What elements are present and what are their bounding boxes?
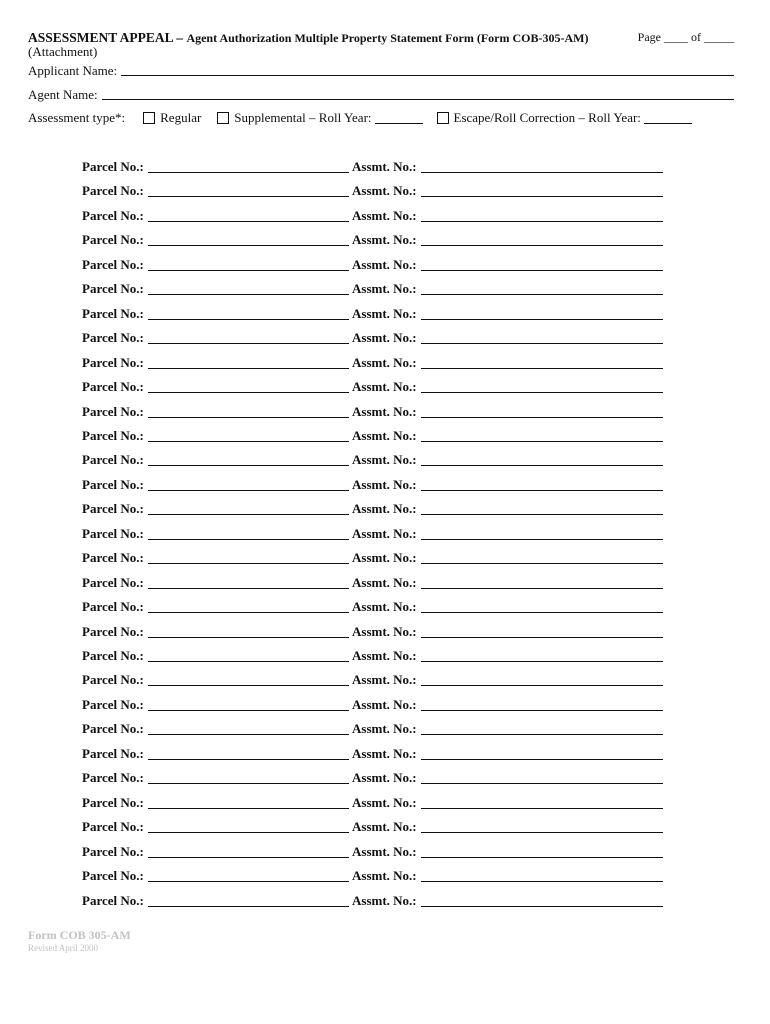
parcel-no-label: Parcel No.: xyxy=(82,721,144,737)
assmt-no-label: Assmt. No.: xyxy=(352,256,417,272)
assmt-no-input[interactable] xyxy=(421,832,663,833)
parcel-row xyxy=(82,328,664,348)
parcel-no-input[interactable] xyxy=(148,832,349,833)
parcel-no-input[interactable] xyxy=(148,196,349,197)
parcel-row xyxy=(82,475,664,495)
parcel-row xyxy=(82,181,664,201)
agent-name-input[interactable] xyxy=(102,99,734,100)
option-supplemental[interactable] xyxy=(217,110,422,126)
parcel-no-label: Parcel No.: xyxy=(82,794,144,810)
option-supplemental-label: Supplemental – Roll Year: xyxy=(234,110,372,125)
assessment-type-row xyxy=(28,110,692,126)
agent-name-label: Agent Name: xyxy=(28,87,98,102)
parcel-no-label: Parcel No.: xyxy=(82,525,144,541)
assmt-no-input[interactable] xyxy=(421,588,663,589)
parcel-no-input[interactable] xyxy=(148,539,349,540)
assmt-no-input[interactable] xyxy=(421,906,663,907)
assmt-no-input[interactable] xyxy=(421,465,663,466)
parcel-no-label: Parcel No.: xyxy=(82,574,144,590)
parcel-row xyxy=(82,206,664,226)
parcel-row xyxy=(82,768,664,788)
assmt-no-label: Assmt. No.: xyxy=(352,501,417,517)
parcel-row xyxy=(82,157,664,177)
parcel-row xyxy=(82,817,664,837)
parcel-no-input[interactable] xyxy=(148,612,349,613)
page-counter: Page ____ of _____ xyxy=(637,30,734,44)
assmt-no-input[interactable] xyxy=(421,808,663,809)
agent-name-field xyxy=(28,86,734,103)
assmt-no-label: Assmt. No.: xyxy=(352,574,417,590)
parcel-no-label: Parcel No.: xyxy=(82,599,144,615)
assmt-no-input[interactable] xyxy=(421,734,663,735)
parcel-row xyxy=(82,377,664,397)
option-regular[interactable] xyxy=(143,110,201,126)
option-regular-label: Regular xyxy=(160,110,202,125)
parcel-row xyxy=(82,548,664,568)
assmt-no-label: Assmt. No.: xyxy=(352,794,417,810)
parcel-no-label: Parcel No.: xyxy=(82,550,144,566)
assmt-no-input[interactable] xyxy=(421,661,663,662)
parcel-no-input[interactable] xyxy=(148,172,349,173)
form-title-sub: Agent Authorization Multiple Property Statement Form (Form COB-305-AM) xyxy=(186,31,589,45)
assmt-no-label: Assmt. No.: xyxy=(352,183,417,199)
assmt-no-label: Assmt. No.: xyxy=(352,672,417,688)
assmt-no-input[interactable] xyxy=(421,612,663,613)
parcel-no-label: Parcel No.: xyxy=(82,159,144,174)
assmt-no-label: Assmt. No.: xyxy=(352,843,417,859)
parcel-row xyxy=(82,450,664,470)
parcel-no-label: Parcel No.: xyxy=(82,256,144,272)
assmt-no-input[interactable] xyxy=(421,294,663,295)
parcel-no-input[interactable] xyxy=(148,294,349,295)
parcel-no-label: Parcel No.: xyxy=(82,427,144,443)
parcel-no-label: Parcel No.: xyxy=(82,379,144,395)
parcel-row xyxy=(82,499,664,519)
parcel-no-label: Parcel No.: xyxy=(82,403,144,419)
assmt-no-label: Assmt. No.: xyxy=(352,892,417,908)
assmt-no-input[interactable] xyxy=(421,881,663,882)
assmt-no-input[interactable] xyxy=(421,245,663,246)
assmt-no-input[interactable] xyxy=(421,637,663,638)
assmt-no-label: Assmt. No.: xyxy=(352,159,417,174)
parcel-row xyxy=(82,402,664,422)
parcel-no-label: Parcel No.: xyxy=(82,868,144,884)
parcel-no-input[interactable] xyxy=(148,881,349,882)
assmt-no-input[interactable] xyxy=(421,783,663,784)
regular-checkbox[interactable] xyxy=(143,112,155,124)
assmt-no-label: Assmt. No.: xyxy=(352,696,417,712)
parcel-no-input[interactable] xyxy=(148,563,349,564)
parcel-row xyxy=(82,866,664,886)
option-escape-roll-correction[interactable] xyxy=(437,110,692,126)
assmt-no-input[interactable] xyxy=(421,539,663,540)
supplemental-checkbox[interactable] xyxy=(217,112,229,124)
option-escape-label: Escape/Roll Correction – Roll Year: xyxy=(453,110,641,125)
parcel-no-label: Parcel No.: xyxy=(82,770,144,786)
parcel-row xyxy=(82,891,664,911)
assmt-no-label: Assmt. No.: xyxy=(352,403,417,419)
parcel-no-input[interactable] xyxy=(148,392,349,393)
assmt-no-input[interactable] xyxy=(421,490,663,491)
assmt-no-input[interactable] xyxy=(421,392,663,393)
parcel-no-label: Parcel No.: xyxy=(82,207,144,223)
assmt-no-label: Assmt. No.: xyxy=(352,599,417,615)
parcel-row xyxy=(82,670,664,690)
parcel-no-input[interactable] xyxy=(148,441,349,442)
parcel-row xyxy=(82,695,664,715)
applicant-name-label: Applicant Name: xyxy=(28,63,118,78)
parcel-no-label: Parcel No.: xyxy=(82,452,144,468)
parcel-no-label: Parcel No.: xyxy=(82,281,144,297)
parcel-row xyxy=(82,230,664,250)
parcel-no-input[interactable] xyxy=(148,368,349,369)
parcel-row xyxy=(82,353,664,373)
assmt-no-label: Assmt. No.: xyxy=(352,379,417,395)
parcel-no-label: Parcel No.: xyxy=(82,330,144,346)
assmt-no-label: Assmt. No.: xyxy=(352,550,417,566)
assmt-no-label: Assmt. No.: xyxy=(352,819,417,835)
parcel-no-input[interactable] xyxy=(148,710,349,711)
parcel-row xyxy=(82,597,664,617)
assmt-no-input[interactable] xyxy=(421,710,663,711)
parcel-no-input[interactable] xyxy=(148,245,349,246)
assmt-no-input[interactable] xyxy=(421,759,663,760)
parcel-no-input[interactable] xyxy=(148,783,349,784)
assmt-no-label: Assmt. No.: xyxy=(352,281,417,297)
footer-form-name: Form COB 305-AM xyxy=(28,928,131,942)
parcel-row xyxy=(82,573,664,593)
parcel-no-label: Parcel No.: xyxy=(82,183,144,199)
assmt-no-label: Assmt. No.: xyxy=(352,354,417,370)
escape-roll-year-input[interactable] xyxy=(644,112,692,124)
parcel-row xyxy=(82,304,664,324)
applicant-name-field xyxy=(28,62,734,79)
assmt-no-label: Assmt. No.: xyxy=(352,745,417,761)
assmt-no-label: Assmt. No.: xyxy=(352,305,417,321)
parcel-row xyxy=(82,719,664,739)
assmt-no-label: Assmt. No.: xyxy=(352,721,417,737)
assmt-no-label: Assmt. No.: xyxy=(352,476,417,492)
parcel-no-label: Parcel No.: xyxy=(82,745,144,761)
parcel-no-label: Parcel No.: xyxy=(82,648,144,663)
parcel-no-input[interactable] xyxy=(148,637,349,638)
assmt-no-label: Assmt. No.: xyxy=(352,648,417,663)
parcel-row xyxy=(82,255,664,275)
parcel-row xyxy=(82,744,664,764)
parcel-no-label: Parcel No.: xyxy=(82,305,144,321)
assmt-no-label: Assmt. No.: xyxy=(352,427,417,443)
escape-roll-correction-checkbox[interactable] xyxy=(437,112,449,124)
assmt-no-input[interactable] xyxy=(421,441,663,442)
parcel-no-input[interactable] xyxy=(148,588,349,589)
assmt-no-input[interactable] xyxy=(421,685,663,686)
parcel-no-label: Parcel No.: xyxy=(82,892,144,908)
parcel-row xyxy=(82,842,664,862)
assmt-no-label: Assmt. No.: xyxy=(352,525,417,541)
parcel-no-input[interactable] xyxy=(148,857,349,858)
parcel-no-label: Parcel No.: xyxy=(82,696,144,712)
assmt-no-label: Assmt. No.: xyxy=(352,232,417,248)
assmt-no-label: Assmt. No.: xyxy=(352,868,417,884)
assmt-no-label: Assmt. No.: xyxy=(352,330,417,346)
assmt-no-input[interactable] xyxy=(421,196,663,197)
parcel-no-input[interactable] xyxy=(148,270,349,271)
parcel-no-label: Parcel No.: xyxy=(82,819,144,835)
supplemental-roll-year-input[interactable] xyxy=(375,112,423,124)
parcel-no-input[interactable] xyxy=(148,490,349,491)
parcel-no-label: Parcel No.: xyxy=(82,232,144,248)
parcel-row xyxy=(82,426,664,446)
parcel-no-input[interactable] xyxy=(148,808,349,809)
assmt-no-label: Assmt. No.: xyxy=(352,452,417,468)
assmt-no-input[interactable] xyxy=(421,417,663,418)
assessment-type-label: Assessment type*: xyxy=(28,110,126,125)
assmt-no-label: Assmt. No.: xyxy=(352,623,417,639)
assmt-no-input[interactable] xyxy=(421,368,663,369)
parcel-no-label: Parcel No.: xyxy=(82,843,144,859)
assmt-no-input[interactable] xyxy=(421,563,663,564)
assmt-no-label: Assmt. No.: xyxy=(352,207,417,223)
parcel-no-label: Parcel No.: xyxy=(82,476,144,492)
parcel-row xyxy=(82,279,664,299)
assmt-no-input[interactable] xyxy=(421,172,663,173)
footer-revised: Revised April 2000 xyxy=(28,943,98,953)
assmt-no-label: Assmt. No.: xyxy=(352,770,417,786)
form-title xyxy=(28,30,738,46)
applicant-name-input[interactable] xyxy=(121,75,734,76)
parcel-no-input[interactable] xyxy=(148,343,349,344)
parcel-no-label: Parcel No.: xyxy=(82,501,144,517)
assmt-no-input[interactable] xyxy=(421,270,663,271)
parcel-row xyxy=(82,622,664,642)
parcel-no-input[interactable] xyxy=(148,514,349,515)
assmt-no-input[interactable] xyxy=(421,319,663,320)
parcel-no-input[interactable] xyxy=(148,734,349,735)
parcel-no-label: Parcel No.: xyxy=(82,354,144,370)
assmt-no-input[interactable] xyxy=(421,514,663,515)
assmt-no-input[interactable] xyxy=(421,221,663,222)
parcel-no-input[interactable] xyxy=(148,685,349,686)
attachment-note: (Attachment) xyxy=(28,44,98,59)
parcel-row xyxy=(82,646,664,666)
parcel-no-input[interactable] xyxy=(148,319,349,320)
parcel-no-input[interactable] xyxy=(148,417,349,418)
parcel-no-input[interactable] xyxy=(148,465,349,466)
parcel-no-input[interactable] xyxy=(148,759,349,760)
parcel-no-input[interactable] xyxy=(148,661,349,662)
parcel-no-label: Parcel No.: xyxy=(82,623,144,639)
form-title-main: ASSESSMENT APPEAL – xyxy=(28,30,184,45)
parcel-no-label: Parcel No.: xyxy=(82,672,144,688)
parcel-no-input[interactable] xyxy=(148,906,349,907)
parcel-row xyxy=(82,793,664,813)
parcel-row xyxy=(82,524,664,544)
assmt-no-input[interactable] xyxy=(421,857,663,858)
parcel-no-input[interactable] xyxy=(148,221,349,222)
assmt-no-input[interactable] xyxy=(421,343,663,344)
